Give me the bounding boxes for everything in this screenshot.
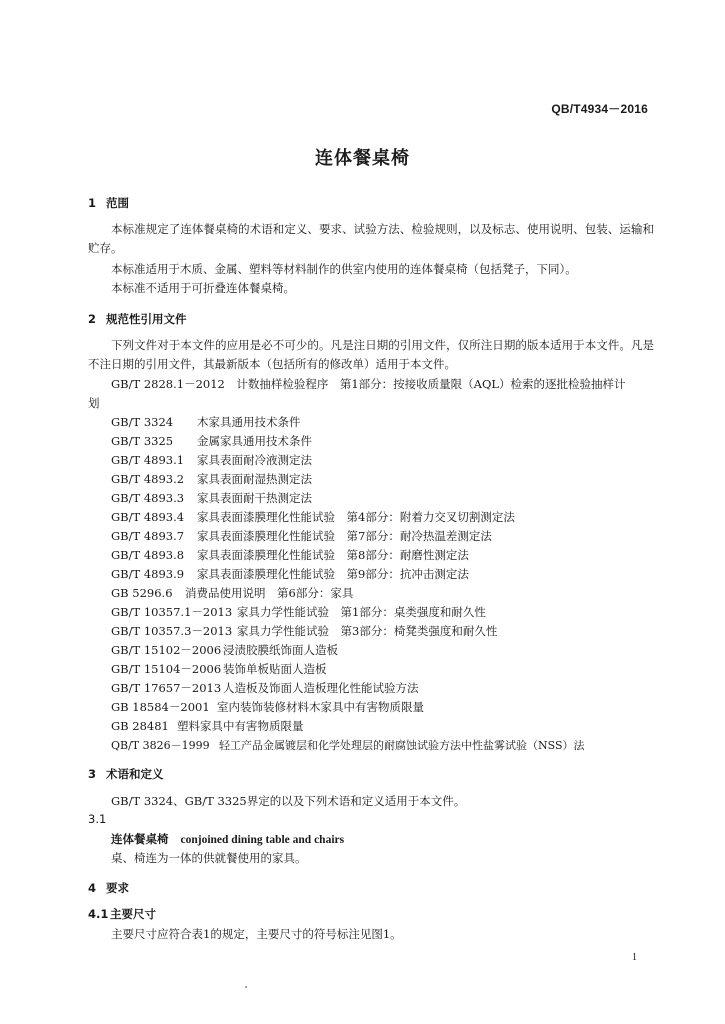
reference-title: 家具力学性能试验 第3部分：椅凳类强度和耐久性 xyxy=(237,624,498,638)
reference-item xyxy=(111,718,304,734)
section-3-heading xyxy=(88,766,164,782)
term-entry xyxy=(111,831,344,847)
reference-item xyxy=(111,585,353,601)
section-number: 3 xyxy=(88,767,97,781)
document-title: 连体餐桌椅 xyxy=(315,148,410,169)
references-intro: 下列文件对于本文件的应用是必不可少的。凡是注日期的引用文件，仅所注日期的版本适用于本文件。凡是不注日期的引用文件，其最新版本（包括所有的修改单）适用于本文件。 xyxy=(88,338,654,371)
reference-title: 金属家具通用技术条件 xyxy=(197,434,312,448)
reference-title: 装饰单板贴面人造板 xyxy=(223,662,327,676)
section-4-heading xyxy=(88,880,129,896)
reference-item xyxy=(111,490,312,506)
reference-title: 轻工产品金属镀层和化学处理层的耐腐蚀试验方法中性盐雾试验（NSS）法 xyxy=(219,739,585,752)
section-title: 范围 xyxy=(106,196,129,210)
scope-paragraph-1: 本标准规定了连体餐桌椅的术语和定义、要求、试验方法、检验规则，以及标志、使用说明、包装、运输和贮存。 xyxy=(88,222,654,255)
reference-item xyxy=(111,737,585,753)
reference-title: 人造板及饰面人造板理化性能试验方法 xyxy=(223,681,419,695)
reference-item xyxy=(111,642,338,658)
reference-code: GB/T 4893.1 xyxy=(111,453,185,467)
reference-code: GB 5296.6 xyxy=(111,586,173,600)
reference-code: GB/T 4893.4 xyxy=(111,510,185,524)
reference-code: GB/T 10357.3－2013 xyxy=(111,624,233,638)
reference-code: GB 28481 xyxy=(111,719,169,733)
standard-code: QB/T4934－2016 xyxy=(551,102,648,116)
section-title: 要求 xyxy=(106,881,129,895)
subsection-title: 主要尺寸 xyxy=(110,907,156,921)
section-number: 2 xyxy=(88,312,97,326)
reference-item xyxy=(111,547,469,563)
reference-code: GB/T 4893.9 xyxy=(111,567,185,581)
reference-item xyxy=(111,604,486,620)
reference-item xyxy=(111,433,312,449)
reference-title: 浸渍胶膜纸饰面人造板 xyxy=(223,643,338,657)
section-title: 规范性引用文件 xyxy=(106,312,187,326)
subsection-number: 4.1 xyxy=(88,907,109,921)
reference-code: QB/T 3826－1999 xyxy=(111,739,210,752)
reference-title: 室内装饰装修材料木家具中有害物质限量 xyxy=(217,700,424,714)
reference-title: 塑料家具中有害物质限量 xyxy=(177,719,304,733)
reference-title: 木家具通用技术条件 xyxy=(197,415,301,429)
scope-paragraph-2: 本标准适用于木质、金属、塑料等材料制作的供室内使用的连体餐桌椅（包括凳子，下同）。 xyxy=(111,262,577,276)
term-definition: 桌、椅连为一体的供就餐使用的家具。 xyxy=(111,851,307,865)
section-number: 4 xyxy=(88,881,97,895)
reference-item xyxy=(111,661,327,677)
reference-item xyxy=(111,528,492,544)
scope-paragraph-3: 本标准不适用于可折叠连体餐桌椅。 xyxy=(111,281,295,295)
reference-title: 家具表面漆膜理化性能试验 第8部分：耐磨性测定法 xyxy=(197,548,469,562)
page-number: 1 xyxy=(632,952,637,963)
reference-item xyxy=(111,699,424,715)
reference-code: GB/T 17657－2013 xyxy=(111,681,222,695)
reference-item xyxy=(111,680,419,696)
reference-item xyxy=(111,509,515,525)
scan-speck xyxy=(245,986,247,988)
term-name-en: conjoined dining table and chairs xyxy=(180,834,345,846)
reference-title: 家具表面耐干热测定法 xyxy=(197,491,312,505)
reference-item xyxy=(111,623,497,639)
reference-code: GB/T 15104－2006 xyxy=(111,662,222,676)
reference-title: 家具表面漆膜理化性能试验 第9部分：抗冲击测定法 xyxy=(197,567,469,581)
terms-intro: GB/T 3324、GB/T 3325界定的以及下列术语和定义适用于本文件。 xyxy=(111,794,466,808)
term-name-zh: 连体餐桌椅 xyxy=(111,832,169,846)
reference-item-continuation: 划 xyxy=(88,396,100,410)
reference-item xyxy=(111,452,312,468)
reference-code: GB/T 4893.2 xyxy=(111,472,185,486)
reference-item xyxy=(111,471,312,487)
reference-title: 家具力学性能试验 第1部分：桌类强度和耐久性 xyxy=(237,605,486,619)
reference-code: GB/T 3324 xyxy=(111,415,174,429)
reference-title: 消费品使用说明 第6部分：家具 xyxy=(185,586,354,600)
reference-item xyxy=(111,414,301,430)
reference-code: GB/T 10357.1－2013 xyxy=(111,605,233,619)
reference-title: 家具表面漆膜理化性能试验 第4部分：附着力交叉切割测定法 xyxy=(197,510,515,524)
reference-code: GB/T 4893.8 xyxy=(111,548,185,562)
reference-code: GB/T 4893.7 xyxy=(111,529,185,543)
reference-code: GB/T 3325 xyxy=(111,434,174,448)
reference-code: GB/T 4893.3 xyxy=(111,491,185,505)
reference-title: 家具表面漆膜理化性能试验 第7部分：耐冷热温差测定法 xyxy=(197,529,492,543)
reference-item: GB/T 2828.1－2012 计数抽样检验程序 第1部分：按接收质量限（AQL）检索的逐批检验抽样计 xyxy=(111,377,626,391)
section-2-heading xyxy=(88,311,187,327)
reference-code: GB/T 15102－2006 xyxy=(111,643,222,657)
term-number: 3.1 xyxy=(88,812,107,826)
subsection-4-1-heading xyxy=(88,906,156,922)
reference-code: GB 18584－2001 xyxy=(111,700,210,714)
dimensions-paragraph: 主要尺寸应符合表1的规定，主要尺寸的符号标注见图1。 xyxy=(111,927,402,941)
reference-title: 家具表面耐湿热测定法 xyxy=(197,472,312,486)
reference-item xyxy=(111,566,469,582)
reference-title: 家具表面耐冷液测定法 xyxy=(197,453,312,467)
section-1-heading xyxy=(88,195,129,211)
section-number: 1 xyxy=(88,196,97,210)
section-title: 术语和定义 xyxy=(106,767,164,781)
